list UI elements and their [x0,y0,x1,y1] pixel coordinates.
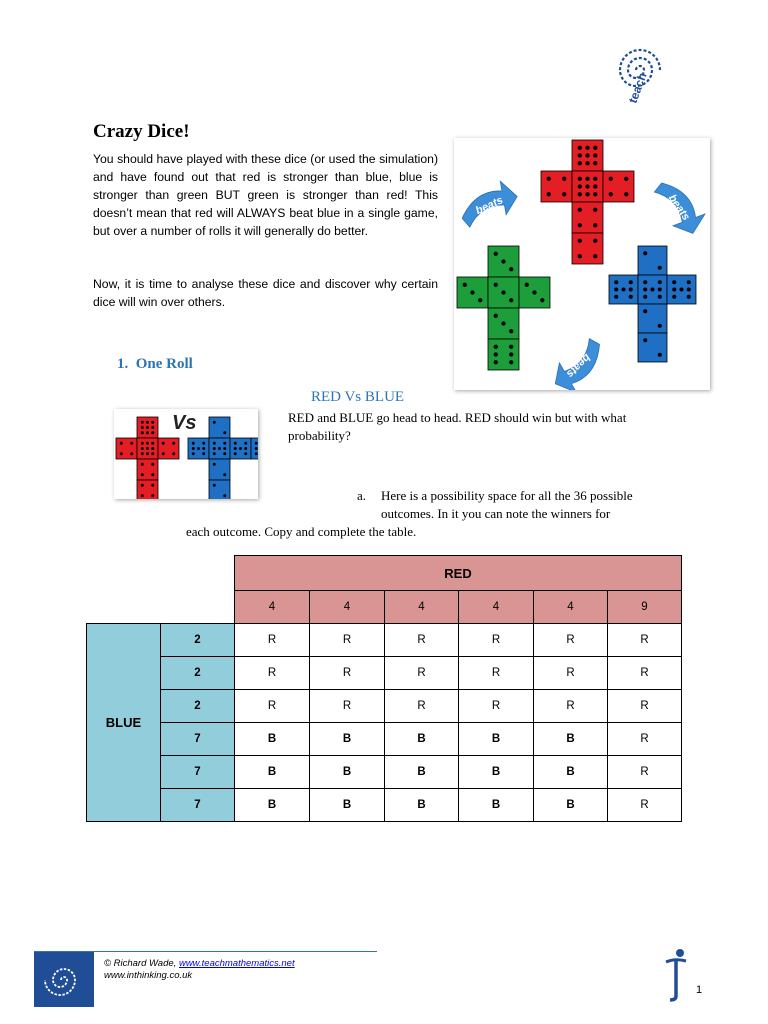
die-pip [141,447,144,450]
die-pip [578,208,582,212]
die-pip [141,473,144,476]
die-pip [151,442,154,445]
die-pip [593,153,597,157]
die-pip [658,324,662,328]
red-value: 4 [459,591,534,624]
footer-author: © Richard Wade, [104,958,179,969]
blue-value: 2 [161,690,235,723]
die-face [488,339,519,370]
table-row [87,723,682,756]
subsection-heading: RED Vs BLUE [311,389,405,405]
die-pip [585,192,589,196]
die-pip [223,442,226,445]
die-pip [672,295,676,299]
die-pip [151,447,154,450]
table-cell: R [608,789,682,822]
die-pip [687,287,691,291]
die-pip [223,431,226,434]
die-pip [151,452,154,455]
die-face [638,304,667,333]
die-pip [629,295,633,299]
die-pip [624,177,628,181]
die-pip [624,192,628,196]
die-pip [578,146,582,150]
die-pip [218,447,221,450]
red-value: 4 [534,591,608,624]
die-pip [172,452,175,455]
die-pip [130,442,133,445]
section-title: One Roll [135,356,193,372]
die-pip [585,153,589,157]
page-number: 1 [696,984,703,996]
die-pip [614,280,618,284]
die-pip [478,298,482,302]
die-pip [141,494,144,497]
dice-nets-figure [454,138,710,390]
die-pip [658,266,662,270]
die-pip [234,447,237,450]
die-face [137,459,158,480]
teachmathematics-logo-icon [600,30,680,110]
intro-paragraph-2: Now, it is time to analyse these dice and discover why certain dice will win over others. [93,277,438,309]
die-pip [585,146,589,150]
die-pip [509,298,513,302]
page-title: Crazy Dice! [93,121,190,142]
die-face [137,480,158,499]
die-face [158,438,179,459]
die-pip [578,153,582,157]
intro-paragraph-1: You should have played with these dice (or used the simulation) and have found out that red is stronger than blue, blue is stronger than green BUT green is stronger than red! This doesn’t mean that red will ALWAYS beat blue in a single game, but over a number of rolls it will generally do better. [93,152,438,238]
die-pip [578,223,582,227]
beats-label: beats [473,194,505,218]
table-cell: R [459,690,534,723]
die-pip [223,447,226,450]
die-pip [151,426,154,429]
die-pip [146,426,149,429]
table-row [87,690,682,723]
table-cell: B [459,789,534,822]
die-pip [629,280,633,284]
table-row [87,624,682,657]
die-pip [141,421,144,424]
die-face [638,246,667,275]
die-face [116,438,137,459]
table-cell: R [459,657,534,690]
die-pip [593,208,597,212]
die-face [638,333,667,362]
die-pip [202,452,205,455]
table-cell: B [385,789,459,822]
die-pip [172,442,175,445]
green-die-net [457,246,550,370]
die-pip [151,494,154,497]
die-pip [593,239,597,243]
blue-value: 7 [161,756,235,789]
blue-value: 2 [161,657,235,690]
die-pip [509,360,513,364]
die-pip [501,321,505,325]
die-pip [585,184,589,188]
table-cell: R [310,624,385,657]
table-cell: B [534,789,608,822]
die-pip [255,442,258,445]
die-pip [509,267,513,271]
table-cell: B [534,723,608,756]
die-pip [213,484,216,487]
blue-value: 2 [161,624,235,657]
beats-arrow-left [457,179,521,228]
die-pip [593,161,597,165]
red-header: RED [235,556,682,591]
die-pip [501,290,505,294]
table-cell: B [385,756,459,789]
item-text: Here is a possibility space for all the 36 possible outcomes. In it you can note the winners for [381,488,633,521]
table-cell: R [534,657,608,690]
table-cell: B [534,756,608,789]
die-pip [146,447,149,450]
die-pip [578,192,582,196]
die-pip [578,177,582,181]
table-cell: R [235,624,310,657]
die-pip [470,290,474,294]
die-face [209,480,230,499]
die-pip [509,352,513,356]
table-cell: B [459,723,534,756]
die-pip [609,192,613,196]
die-pip [547,192,551,196]
item-text-continued: each outcome. Copy and complete the table. [186,524,417,539]
die-pip [593,177,597,181]
table-cell: R [310,657,385,690]
die-pip [202,447,205,450]
die-pip [643,287,647,291]
inthinking-logo-icon [660,948,690,1002]
table-cell: B [459,756,534,789]
die-pip [141,426,144,429]
die-pip [120,442,123,445]
die-pip [141,463,144,466]
die-pip [614,287,618,291]
beats-label: beats [563,351,593,380]
die-pip [192,447,195,450]
die-pip [585,177,589,181]
red-value: 4 [310,591,385,624]
table-cell: R [385,624,459,657]
table-cell: B [385,723,459,756]
die-pip [151,421,154,424]
die-pip [578,161,582,165]
table-row [87,657,682,690]
die-pip [578,254,582,258]
section-heading [117,356,193,373]
die-pip [255,452,258,455]
red-value: 4 [385,591,459,624]
table-cell: R [608,690,682,723]
blue-header: BLUE [87,624,161,822]
die-pip [162,452,165,455]
die-pip [151,473,154,476]
possibility-space-table [86,555,682,822]
table-cell: R [608,756,682,789]
die-pip [234,452,237,455]
beats-label: beats [665,192,693,223]
die-pip [679,287,683,291]
die-pip [494,252,498,256]
table-cell: R [310,690,385,723]
die-pip [643,280,647,284]
die-pip [672,280,676,284]
item-letter: a. [357,488,367,503]
die-pip [585,161,589,165]
die-pip [223,494,226,497]
die-pip [643,295,647,299]
table-cell: R [459,624,534,657]
die-pip [255,447,258,450]
table-cell: R [608,624,682,657]
die-pip [223,452,226,455]
die-pip [593,184,597,188]
die-pip [239,447,242,450]
die-pip [578,239,582,243]
table-cell: R [608,657,682,690]
die-pip [151,431,154,434]
vs-blue-die-net [188,417,258,499]
die-pip [162,442,165,445]
die-pip [151,484,154,487]
die-pip [213,452,216,455]
die-pip [593,146,597,150]
table-cell: B [235,723,310,756]
beats-arrow-right [652,173,709,241]
die-pip [629,287,633,291]
table-cell: R [534,690,608,723]
die-pip [658,287,662,291]
die-face [209,459,230,480]
red-die-net [541,140,634,264]
die-pip [658,295,662,299]
die-pip [593,192,597,196]
die-pip [562,177,566,181]
die-pip [192,452,195,455]
footer-logo-icon [34,952,94,1007]
die-pip [146,442,149,445]
die-pip [501,259,505,263]
die-pip [614,295,618,299]
die-pip [672,287,676,291]
die-face [541,171,572,202]
beats-arrow-bottom [544,336,614,390]
die-pip [463,283,467,287]
die-pip [687,280,691,284]
die-pip [141,442,144,445]
die-pip [120,452,123,455]
die-pip [658,280,662,284]
die-pip [525,283,529,287]
die-pip [494,352,498,356]
table-row [87,756,682,789]
table-cell: B [235,756,310,789]
die-pip [494,283,498,287]
die-pip [244,442,247,445]
subsection-description: RED and BLUE go head to head. RED should win but with what probability? [288,410,627,443]
die-pip [494,345,498,349]
die-pip [562,192,566,196]
die-pip [578,184,582,188]
die-pip [244,447,247,450]
die-pip [687,295,691,299]
table-cell: R [385,657,459,690]
die-pip [130,452,133,455]
die-face [572,202,603,233]
die-pip [540,298,544,302]
die-pip [146,452,149,455]
red-value: 9 [608,591,682,624]
die-pip [213,463,216,466]
blue-value: 7 [161,723,235,756]
die-face [603,171,634,202]
die-pip [532,290,536,294]
die-pip [244,452,247,455]
vs-red-die-net [116,417,179,499]
die-pip [609,177,613,181]
die-pip [213,447,216,450]
die-pip [643,338,647,342]
blue-die-net [609,246,696,362]
die-pip [213,442,216,445]
die-pip [146,431,149,434]
die-pip [593,254,597,258]
blue-value: 7 [161,789,235,822]
die-pip [509,345,513,349]
die-pip [202,442,205,445]
table-cell: R [235,657,310,690]
die-pip [494,360,498,364]
table-cell: B [310,723,385,756]
die-pip [494,314,498,318]
footer-credit [104,958,295,969]
footer-link[interactable]: www.teachmathematics.net [178,958,295,969]
table-cell: R [608,723,682,756]
red-vs-blue-figure [114,409,258,499]
die-pip [621,287,625,291]
die-pip [593,223,597,227]
die-pip [141,431,144,434]
die-pip [141,452,144,455]
die-pip [658,353,662,357]
die-face [209,417,230,438]
die-pip [192,442,195,445]
die-pip [151,463,154,466]
table-cell: B [235,789,310,822]
die-pip [650,287,654,291]
table-cell: B [310,789,385,822]
table-cell: R [385,690,459,723]
die-pip [643,251,647,255]
svg-text:teach: teach [625,70,650,106]
footer-site: www.inthinking.co.uk [104,970,193,981]
table-cell: R [534,624,608,657]
red-value: 4 [235,591,310,624]
die-pip [509,329,513,333]
die-pip [547,177,551,181]
section-number: 1. [117,356,129,372]
die-face [572,233,603,264]
die-pip [141,484,144,487]
die-pip [643,309,647,313]
die-pip [146,421,149,424]
table-cell: B [310,756,385,789]
vs-label: Vs [172,412,197,434]
die-pip [234,442,237,445]
table-cell: R [235,690,310,723]
die-pip [223,473,226,476]
die-pip [197,447,200,450]
table-row [87,789,682,822]
die-pip [213,421,216,424]
